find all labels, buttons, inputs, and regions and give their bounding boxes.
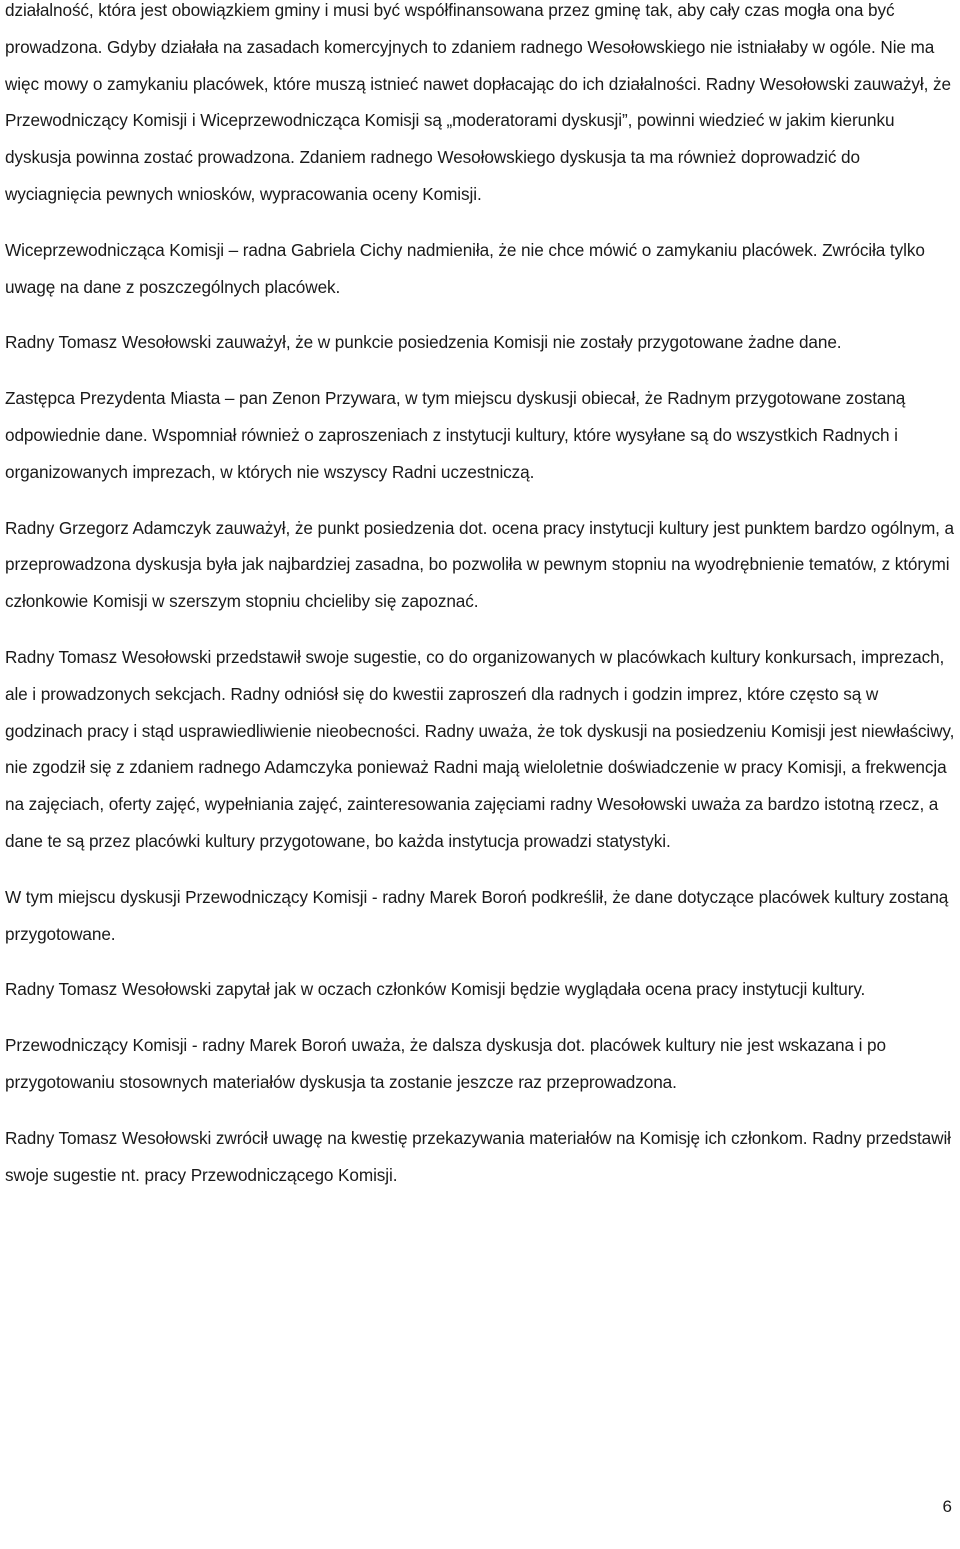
paragraph-1: działalność, która jest obowiązkiem gminy i musi być współfinansowana przez gminę tak, aby cały czas mogła ona być prowadzona. Gdyby działała na zasadach komercyjnych to zdaniem radnego Wesołowskiego nie istniałaby w ogóle. Nie ma więc mowy o zamykaniu placówek, które muszą istnieć nawet dopłacając do ich działalności. Radny Wesołowski zauważył, że Przewodniczący Komisji i Wiceprzewodnicząca Komisji są „moderatorami dyskusji”, powinni wiedzieć w jakim kierunku dyskusja powinna zostać prowadzona. Zdaniem radnego Wesołowskiego dyskusja ta ma również doprowadzić do wyciagnięcia pewnych wniosków, wypracowania oceny Komisji. bbox=[5, 0, 951, 204]
page-number: 6 bbox=[942, 1497, 952, 1516]
paragraph-4: Zastępca Prezydenta Miasta – pan Zenon Przywara, w tym miejscu dyskusji obiecał, że Radnym przygotowane zostaną odpowiednie dane. Wspomniał również o zaproszeniach z instytucji kultury, które wysyłane są do wszystkich Radnych i organizowanych imprezach, w których nie wszyscy Radni uczestniczą. bbox=[5, 388, 906, 482]
paragraph-6: Radny Tomasz Wesołowski przedstawił swoje sugestie, co do organizowanych w placówkach kultury konkursach, imprezach, ale i prowadzonych sekcjach. Radny odniósł się do kwestii zaproszeń dla radnych i godzin imprez, które często są w godzinach pracy i stąd usprawiedliwienie nieobecności. Radny uważa, że tok dyskusji na posiedzeniu Komisji jest niewłaściwy, nie zgodził się z zdaniem radnego Adamczyka ponieważ Radni mają wieloletnie doświadczenie w pracy Komisji, a frekwencja na zajęciach, oferty zajęć, wypełniania zajęć, zainteresowania zajęciami radny Wesołowski uważa za bardzo istotną rzecz, a dane te są przez placówki kultury przygotowane, bo każda instytucja prowadzi statystyki. bbox=[5, 646, 955, 851]
paragraph-2: Wiceprzewodnicząca Komisji – radna Gabriela Cichy nadmieniła, że nie chce mówić o zamykaniu placówek. Zwróciła tylko uwagę na dane z poszczególnych placówek. bbox=[5, 239, 925, 297]
paragraph-7: W tym miejscu dyskusji Przewodniczący Komisji - radny Marek Boroń podkreślił, że dane dotyczące placówek kultury zostaną przygotowane. bbox=[5, 886, 949, 944]
paragraph-10: Radny Tomasz Wesołowski zwrócił uwagę na kwestię przekazywania materiałów na Komisję ich członkom. Radny przedstawił swoje sugestie nt. pracy Przewodniczącego Komisji. bbox=[5, 1127, 951, 1185]
paragraph-3: Radny Tomasz Wesołowski zauważył, że w punkcie posiedzenia Komisji nie zostały przygotowane żadne dane. bbox=[5, 332, 842, 353]
paragraph-5: Radny Grzegorz Adamczyk zauważył, że punkt posiedzenia dot. ocena pracy instytucji kultury jest punktem bardzo ogólnym, a przeprowadzona dyskusja była jak najbardziej zasadna, bo pozwoliła w pewnym stopniu na wyodrębnienie tematów, z którymi członkowie Komisji w szerszym stopniu chcieliby się zapoznać. bbox=[5, 517, 954, 612]
paragraph-9: Przewodniczący Komisji - radny Marek Boroń uważa, że dalsza dyskusja dot. placówek kultury nie jest wskazana i po przygotowaniu stosownych materiałów dyskusja ta zostanie jeszcze raz przeprowadzona. bbox=[5, 1035, 886, 1092]
document-body bbox=[5, 0, 957, 1212]
paragraph-8: Radny Tomasz Wesołowski zapytał jak w oczach członków Komisji będzie wyglądała ocena pracy instytucji kultury. bbox=[5, 979, 866, 1000]
